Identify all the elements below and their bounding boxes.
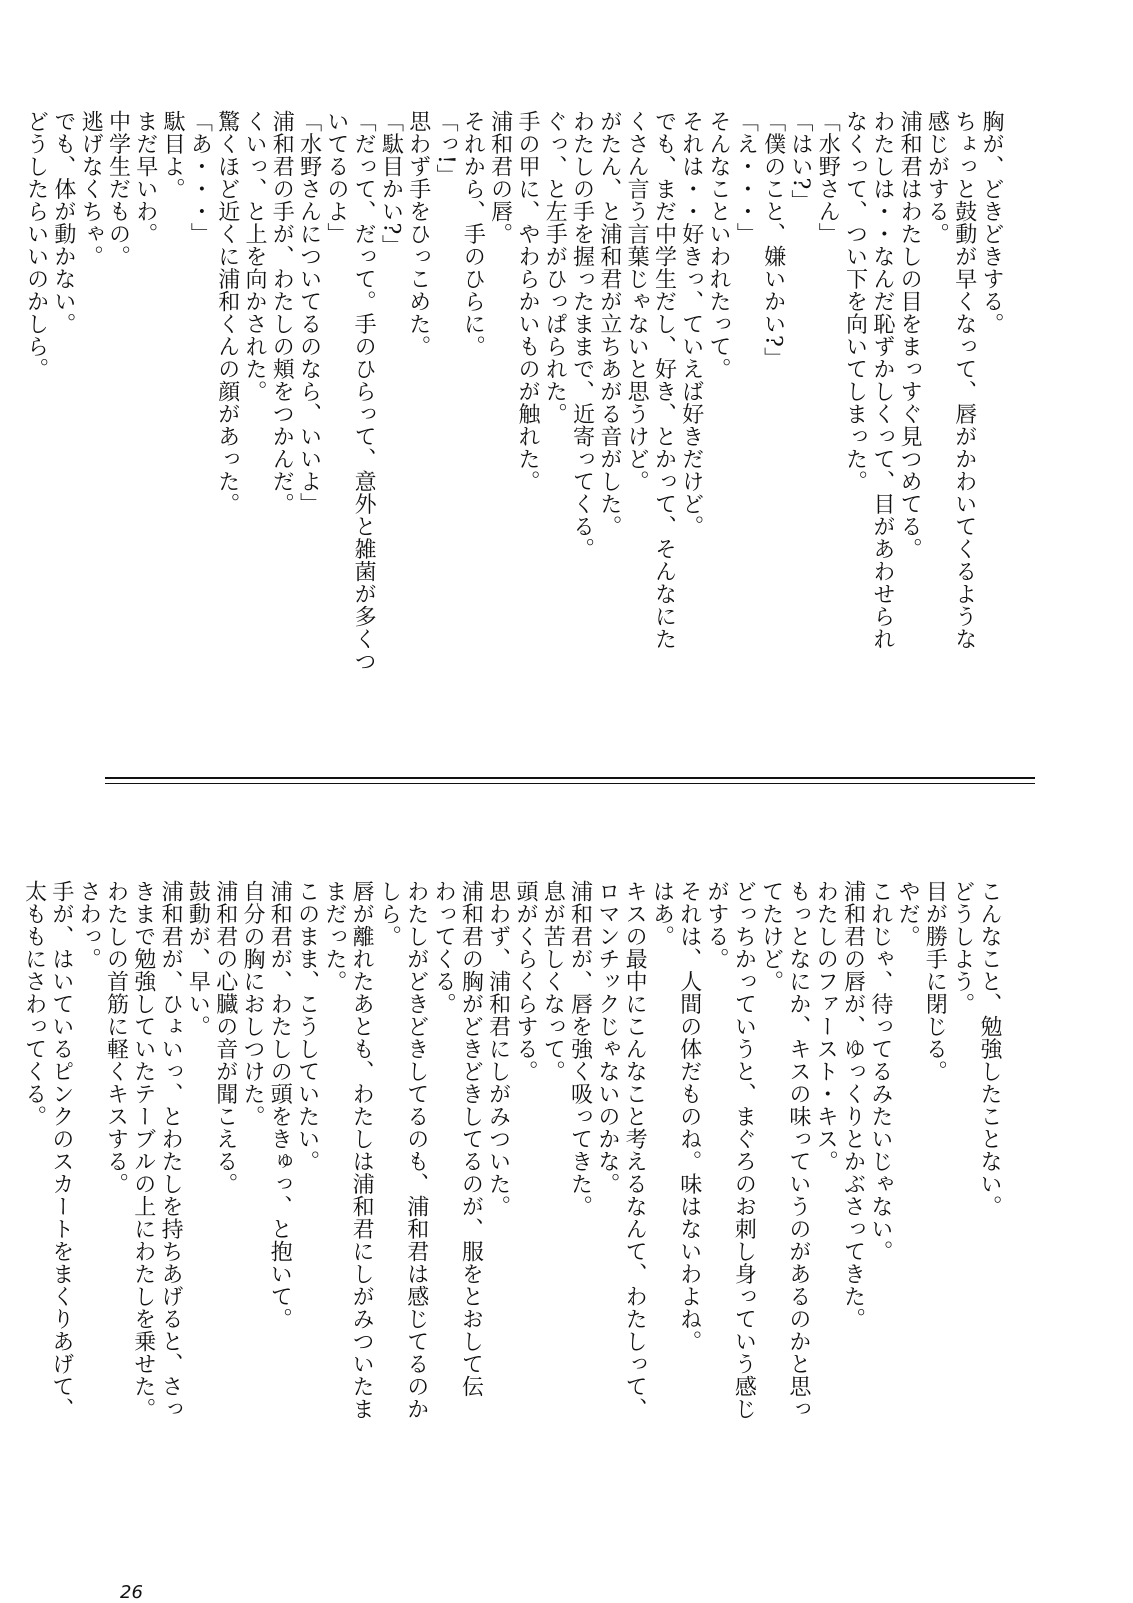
text-line: やだ。 (895, 880, 921, 948)
text-line: てたけど。 (758, 880, 784, 993)
text-line: 頭がくらくらする。 (512, 880, 538, 1083)
text-block-bottom (21, 880, 1003, 1470)
text-line: まだった。 (321, 880, 347, 993)
text-line: それは、人間の体だものね。味はないわよね。 (676, 880, 702, 1353)
text-line: 中学生だもの。 (105, 110, 131, 268)
text-line: 思わず、浦和君にしがみついた。 (485, 880, 511, 1218)
text-line: 駄目よ。 (160, 110, 186, 200)
text-line: 鼓動が、早い。 (185, 880, 211, 1038)
text-line: 浦和君が、わたしの頭をきゅっ、と抱いて。 (267, 880, 293, 1330)
text-line: ぐっ、と左手がひっぱられた。 (542, 110, 568, 425)
text-line: 「あ・・・」 (187, 110, 213, 245)
text-line: もっとなにか、キスの味っていうのがあるのかと思っ (785, 880, 811, 1420)
page-number: 26 (120, 1582, 143, 1603)
text-line: 「え・・・」 (733, 110, 759, 245)
text-line: 逃げなくちゃ。 (78, 110, 104, 268)
text-line: わってくる。 (431, 880, 457, 1015)
text-line: ちょっと鼓動が早くなって、唇がかわいてくるような (951, 110, 977, 650)
text-line: 胸が、どきどきする。 (979, 110, 1004, 335)
text-line: ロマンチックじゃないのかな。 (594, 880, 620, 1195)
text-line: 浦和君の唇。 (487, 110, 513, 245)
text-line: わたしの手を握ったままで、近寄ってくる。 (569, 110, 595, 560)
text-line: きまで勉強していたテーブルの上にわたしを乗せた。 (130, 880, 156, 1420)
text-line: 「僕のこと、嫌いかい?」 (760, 110, 786, 370)
text-line: 思わず手をひっこめた。 (405, 110, 431, 358)
text-line: 浦和君の胸がどきどきしてるのが、服をとおして伝 (458, 880, 484, 1398)
text-line: 太ももにさわってくる。 (21, 880, 47, 1128)
text-line: 自分の胸におしつけた。 (239, 880, 265, 1128)
text-line: くさん言う言葉じゃないと思うけど。 (624, 110, 650, 493)
text-line: がたん、と浦和君が立ちあがる音がした。 (596, 110, 622, 538)
text-line: 浦和君の心臓の音が聞こえる。 (212, 880, 238, 1195)
text-line: こんなこと、勉強したことない。 (977, 880, 1002, 1218)
text-line: これじゃ、待ってるみたいじゃない。 (867, 880, 893, 1263)
text-line: わたしの首筋に軽くキスする。 (103, 880, 129, 1195)
text-line: 驚くほど近くに浦和くんの顔があった。 (214, 110, 240, 515)
text-line: どうしよう。 (949, 880, 975, 1015)
text-line: そんなこといわれたって。 (706, 110, 732, 380)
text-line: 手が、はいているピンクのスカートをまくりあげて、 (48, 880, 74, 1420)
text-line: さわっ。 (76, 880, 102, 970)
text-line: しら。 (376, 880, 402, 948)
text-line: それから、手のひらに。 (460, 110, 486, 358)
text-line: まだ早いわ。 (132, 110, 158, 245)
text-line: わたしは・・なんだ恥ずかしくって、目があわせられ (869, 110, 895, 650)
text-line: 感じがする。 (924, 110, 950, 245)
text-line: 浦和君が、唇を強く吸ってきた。 (567, 880, 593, 1218)
section-divider (105, 777, 1035, 784)
text-line: 「っ!」 (433, 110, 459, 187)
text-line: 浦和君の唇が、ゆっくりとかぶさってきた。 (840, 880, 866, 1330)
text-line: キスの最中にこんなこと考えるなんて、わたしって、 (622, 880, 648, 1420)
text-line: 浦和君はわたしの目をまっすぐ見つめてる。 (897, 110, 923, 560)
text-line: くいっ、と上を向かされた。 (241, 110, 267, 403)
text-block-top (23, 110, 1005, 730)
text-line: でも、まだ中学生だし、好き、とかって、そんなにた (651, 110, 677, 650)
text-line: 浦和君の手が、わたしの頬をつかんだ。 (269, 110, 295, 515)
text-line: それは・・好きっ、ていえば好きだけど。 (678, 110, 704, 538)
text-line: わたしのファースト・キス。 (813, 880, 839, 1173)
text-line: はあ。 (649, 880, 675, 948)
text-line: いてるのよ」 (323, 110, 349, 245)
text-line: 「はい?」 (787, 110, 813, 213)
text-line: でも、体が動かない。 (50, 110, 76, 335)
text-line: このまま、こうしていたい。 (294, 880, 320, 1173)
text-line: 手の甲に、やわらかいものが触れた。 (514, 110, 540, 493)
text-line: どうしたらいいのかしら。 (23, 110, 49, 380)
text-line: どっちかっていうと、まぐろのお刺し身っていう感じ (731, 880, 757, 1420)
text-line: 息が苦しくなって。 (540, 880, 566, 1083)
text-line: がする。 (704, 880, 730, 970)
text-line: 「だって、だって。手のひらって、意外と雑菌が多くつ (351, 110, 377, 673)
text-line: 「水野さんについてるのなら、いいよ」 (296, 110, 322, 515)
text-line: 唇が離れたあとも、わたしは浦和君にしがみついたま (349, 880, 375, 1420)
text-line: 目が勝手に閉じる。 (922, 880, 948, 1083)
text-line: 浦和君が、ひょいっ、とわたしを持ちあげると、さっ (158, 880, 184, 1420)
text-line: 「駄目かい?」 (378, 110, 404, 258)
text-line: わたしがどきどきしてるのも、浦和君は感じてるのか (403, 880, 429, 1420)
text-line: なくって、つい下を向いてしまった。 (842, 110, 868, 493)
text-line: 「水野さん」 (815, 110, 841, 245)
